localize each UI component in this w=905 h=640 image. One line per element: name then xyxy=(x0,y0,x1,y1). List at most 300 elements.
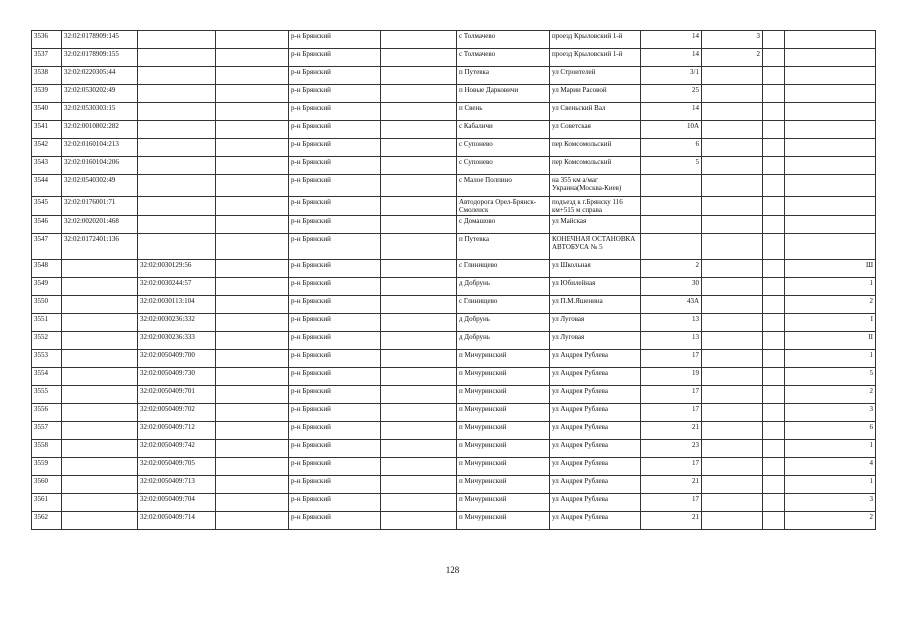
cell-settlement: д Добрунь xyxy=(457,278,550,296)
cell-apartment: 3 xyxy=(785,494,876,512)
cell-house-number: 30 xyxy=(641,278,702,296)
cell-street: проезд Крыловский 1-й xyxy=(550,31,641,49)
cell-settlement: с Толмачево xyxy=(457,49,550,67)
cell-house-number: 14 xyxy=(641,103,702,121)
cell-house-number: 6 xyxy=(641,139,702,157)
cell-cadastral-number-a xyxy=(62,476,138,494)
cell-district: р-н Брянский xyxy=(289,260,381,278)
cell-blank-column-3 xyxy=(763,476,785,494)
cell-cadastral-number-a xyxy=(62,350,138,368)
cell-district: р-н Брянский xyxy=(289,67,381,85)
cell-settlement: п Мичуринский xyxy=(457,404,550,422)
table-row xyxy=(32,175,876,197)
cell-settlement: п Мичуринский xyxy=(457,476,550,494)
cell-building-number xyxy=(702,103,763,121)
table-row xyxy=(32,121,876,139)
cell-blank-column-3 xyxy=(763,332,785,350)
cell-building-number xyxy=(702,216,763,234)
cell-blank-column xyxy=(216,332,289,350)
cell-row-number: 3546 xyxy=(32,216,62,234)
cell-blank-column-3 xyxy=(763,314,785,332)
cell-blank-column-2 xyxy=(381,458,457,476)
cell-district: р-н Брянский xyxy=(289,175,381,197)
cell-district: р-н Брянский xyxy=(289,386,381,404)
cell-apartment: 1 xyxy=(785,278,876,296)
cell-street: ул Луговая xyxy=(550,332,641,350)
cell-blank-column-2 xyxy=(381,404,457,422)
cell-apartment xyxy=(785,197,876,216)
cell-apartment: 3 xyxy=(785,404,876,422)
cell-street: КОНЕЧНАЯ ОСТАНОВКА АВТОБУСА № 5 xyxy=(550,234,641,260)
cell-apartment xyxy=(785,175,876,197)
table-row xyxy=(32,103,876,121)
cell-street: ул Андрея Рублева xyxy=(550,386,641,404)
cell-apartment: 2 xyxy=(785,296,876,314)
cell-apartment xyxy=(785,234,876,260)
cell-row-number: 3562 xyxy=(32,512,62,530)
cell-building-number xyxy=(702,121,763,139)
cell-row-number: 3558 xyxy=(32,440,62,458)
cell-apartment xyxy=(785,85,876,103)
cell-row-number: 3556 xyxy=(32,404,62,422)
cell-blank-column xyxy=(216,458,289,476)
table-row xyxy=(32,157,876,175)
cell-apartment: 6 xyxy=(785,422,876,440)
cell-cadastral-number-a: 32:02:0176001:71 xyxy=(62,197,138,216)
cell-blank-column-3 xyxy=(763,139,785,157)
cell-house-number: 21 xyxy=(641,476,702,494)
cell-cadastral-number-b: 32:02:0050409:700 xyxy=(138,350,216,368)
cell-blank-column xyxy=(216,314,289,332)
cell-row-number: 3548 xyxy=(32,260,62,278)
cell-cadastral-number-b: 32:02:0030244:57 xyxy=(138,278,216,296)
cell-blank-column-3 xyxy=(763,67,785,85)
cell-row-number: 3551 xyxy=(32,314,62,332)
cell-cadastral-number-b xyxy=(138,85,216,103)
cell-apartment: 1 xyxy=(785,440,876,458)
cell-district: р-н Брянский xyxy=(289,216,381,234)
cell-house-number xyxy=(641,175,702,197)
cell-blank-column-2 xyxy=(381,121,457,139)
cell-house-number: 3/1 xyxy=(641,67,702,85)
table-row xyxy=(32,234,876,260)
table-row xyxy=(32,314,876,332)
cell-building-number xyxy=(702,422,763,440)
cell-blank-column-2 xyxy=(381,234,457,260)
table-row xyxy=(32,197,876,216)
cell-cadastral-number-a xyxy=(62,422,138,440)
cell-cadastral-number-b: 32:02:0050409:712 xyxy=(138,422,216,440)
cell-house-number: 21 xyxy=(641,422,702,440)
cell-blank-column xyxy=(216,103,289,121)
cell-blank-column-3 xyxy=(763,278,785,296)
cell-district: р-н Брянский xyxy=(289,368,381,386)
cell-cadastral-number-a: 32:02:0178909:155 xyxy=(62,49,138,67)
cell-apartment xyxy=(785,67,876,85)
cell-cadastral-number-a: 32:02:0220305:44 xyxy=(62,67,138,85)
cell-building-number xyxy=(702,85,763,103)
cell-row-number: 3552 xyxy=(32,332,62,350)
cell-blank-column-2 xyxy=(381,386,457,404)
cell-house-number xyxy=(641,234,702,260)
cell-cadastral-number-a: 32:02:0172401:136 xyxy=(62,234,138,260)
cell-row-number: 3538 xyxy=(32,67,62,85)
table-row xyxy=(32,139,876,157)
cell-cadastral-number-b: 32:02:0030113:104 xyxy=(138,296,216,314)
cell-row-number: 3543 xyxy=(32,157,62,175)
cell-district: р-н Брянский xyxy=(289,234,381,260)
cell-settlement: п Путевка xyxy=(457,234,550,260)
cell-apartment: I xyxy=(785,314,876,332)
cell-cadastral-number-a xyxy=(62,368,138,386)
cell-building-number xyxy=(702,404,763,422)
cell-blank-column-2 xyxy=(381,260,457,278)
table-row xyxy=(32,512,876,530)
cell-blank-column-3 xyxy=(763,440,785,458)
cell-row-number: 3560 xyxy=(32,476,62,494)
cell-settlement: с Супонево xyxy=(457,139,550,157)
cell-cadastral-number-a xyxy=(62,386,138,404)
cell-blank-column xyxy=(216,386,289,404)
cell-district: р-н Брянский xyxy=(289,332,381,350)
cell-settlement: Автодорога Орел-Брянск-Смоленск xyxy=(457,197,550,216)
cell-blank-column-2 xyxy=(381,350,457,368)
cell-house-number: 14 xyxy=(641,31,702,49)
cell-blank-column-3 xyxy=(763,458,785,476)
table-row xyxy=(32,260,876,278)
cell-district: р-н Брянский xyxy=(289,458,381,476)
cell-blank-column-2 xyxy=(381,67,457,85)
cell-cadastral-number-b xyxy=(138,175,216,197)
cell-cadastral-number-a: 32:02:0160104:213 xyxy=(62,139,138,157)
cell-blank-column xyxy=(216,216,289,234)
cell-apartment: 1 xyxy=(785,350,876,368)
cell-settlement: п Мичуринский xyxy=(457,350,550,368)
cell-cadastral-number-a xyxy=(62,404,138,422)
cell-cadastral-number-a xyxy=(62,296,138,314)
cell-blank-column xyxy=(216,404,289,422)
registry-table xyxy=(31,30,876,530)
cell-settlement: п Мичуринский xyxy=(457,440,550,458)
cell-row-number: 3557 xyxy=(32,422,62,440)
cell-street: пер Комсомольский xyxy=(550,157,641,175)
cell-street: ул Советская xyxy=(550,121,641,139)
cell-row-number: 3544 xyxy=(32,175,62,197)
table-row xyxy=(32,278,876,296)
cell-district: р-н Брянский xyxy=(289,404,381,422)
table-row xyxy=(32,494,876,512)
cell-cadastral-number-b xyxy=(138,49,216,67)
cell-district: р-н Брянский xyxy=(289,85,381,103)
cell-settlement: п Мичуринский xyxy=(457,494,550,512)
cell-street: проезд Крыловский 1-й xyxy=(550,49,641,67)
cell-blank-column-2 xyxy=(381,139,457,157)
cell-house-number: 19 xyxy=(641,368,702,386)
cell-blank-column-2 xyxy=(381,296,457,314)
cell-district: р-н Брянский xyxy=(289,49,381,67)
cell-blank-column xyxy=(216,175,289,197)
cell-blank-column xyxy=(216,121,289,139)
cell-street: ул Андрея Рублева xyxy=(550,368,641,386)
cell-district: р-н Брянский xyxy=(289,422,381,440)
cell-district: р-н Брянский xyxy=(289,494,381,512)
cell-apartment xyxy=(785,216,876,234)
cell-street: ул Школьная xyxy=(550,260,641,278)
cell-settlement: п Мичуринский xyxy=(457,422,550,440)
cell-street: ул Андрея Рублева xyxy=(550,440,641,458)
cell-house-number xyxy=(641,197,702,216)
cell-blank-column-2 xyxy=(381,278,457,296)
cell-blank-column-2 xyxy=(381,332,457,350)
cell-settlement: п Новые Дарковичи xyxy=(457,85,550,103)
cell-cadastral-number-b: 32:02:0030236:333 xyxy=(138,332,216,350)
cell-blank-column-2 xyxy=(381,85,457,103)
cell-settlement: п Свень xyxy=(457,103,550,121)
cell-blank-column-3 xyxy=(763,121,785,139)
cell-blank-column xyxy=(216,476,289,494)
cell-house-number: 21 xyxy=(641,512,702,530)
cell-building-number: 2 xyxy=(702,49,763,67)
cell-building-number xyxy=(702,494,763,512)
cell-building-number xyxy=(702,368,763,386)
cell-settlement: д Добрунь xyxy=(457,314,550,332)
cell-apartment xyxy=(785,121,876,139)
cell-building-number xyxy=(702,67,763,85)
cell-row-number: 3545 xyxy=(32,197,62,216)
cell-blank-column-2 xyxy=(381,103,457,121)
cell-blank-column-2 xyxy=(381,175,457,197)
cell-settlement: с Глинищево xyxy=(457,296,550,314)
cell-cadastral-number-a xyxy=(62,332,138,350)
cell-street: ул Майская xyxy=(550,216,641,234)
cell-street: ул Андрея Рублева xyxy=(550,404,641,422)
cell-building-number xyxy=(702,476,763,494)
cell-blank-column-2 xyxy=(381,197,457,216)
cell-blank-column xyxy=(216,85,289,103)
cell-apartment: 4 xyxy=(785,458,876,476)
cell-district: р-н Брянский xyxy=(289,476,381,494)
table-row xyxy=(32,404,876,422)
cell-blank-column-2 xyxy=(381,422,457,440)
cell-blank-column-3 xyxy=(763,157,785,175)
cell-blank-column-3 xyxy=(763,386,785,404)
cell-district: р-н Брянский xyxy=(289,512,381,530)
cell-street: ул Андрея Рублева xyxy=(550,494,641,512)
cell-blank-column xyxy=(216,139,289,157)
cell-blank-column-3 xyxy=(763,494,785,512)
cell-blank-column xyxy=(216,296,289,314)
cell-cadastral-number-b: 32:02:0030129:56 xyxy=(138,260,216,278)
table-row xyxy=(32,368,876,386)
cell-cadastral-number-b: 32:02:0050409:704 xyxy=(138,494,216,512)
cell-street: ул Строителей xyxy=(550,67,641,85)
cell-district: р-н Брянский xyxy=(289,139,381,157)
cell-street: ул Андрея Рублева xyxy=(550,458,641,476)
table-row xyxy=(32,296,876,314)
cell-district: р-н Брянский xyxy=(289,440,381,458)
cell-district: р-н Брянский xyxy=(289,278,381,296)
cell-cadastral-number-a xyxy=(62,512,138,530)
cell-building-number xyxy=(702,332,763,350)
cell-apartment: 5 xyxy=(785,368,876,386)
cell-street: ул Андрея Рублева xyxy=(550,422,641,440)
cell-cadastral-number-b: 32:02:0050409:713 xyxy=(138,476,216,494)
cell-street: ул Марии Расовой xyxy=(550,85,641,103)
cell-apartment xyxy=(785,49,876,67)
cell-building-number xyxy=(702,260,763,278)
cell-cadastral-number-a: 32:02:0160104:206 xyxy=(62,157,138,175)
cell-blank-column-3 xyxy=(763,404,785,422)
cell-settlement: с Домашово xyxy=(457,216,550,234)
cell-settlement: с Кабаличи xyxy=(457,121,550,139)
cell-blank-column-3 xyxy=(763,197,785,216)
cell-cadastral-number-a: 32:02:0530303:15 xyxy=(62,103,138,121)
cell-house-number: 2 xyxy=(641,260,702,278)
cell-cadastral-number-a xyxy=(62,494,138,512)
cell-cadastral-number-a xyxy=(62,278,138,296)
table-row xyxy=(32,422,876,440)
cell-cadastral-number-a: 32:02:0530202:49 xyxy=(62,85,138,103)
cell-street: ул Андрея Рублева xyxy=(550,350,641,368)
cell-blank-column xyxy=(216,368,289,386)
cell-row-number: 3536 xyxy=(32,31,62,49)
cell-blank-column xyxy=(216,494,289,512)
cell-cadastral-number-b xyxy=(138,121,216,139)
cell-house-number: 13 xyxy=(641,314,702,332)
cell-cadastral-number-b: 32:02:0050409:742 xyxy=(138,440,216,458)
cell-blank-column-2 xyxy=(381,314,457,332)
cell-blank-column xyxy=(216,67,289,85)
cell-blank-column-2 xyxy=(381,494,457,512)
table-row xyxy=(32,49,876,67)
cell-house-number: 14 xyxy=(641,49,702,67)
cell-building-number xyxy=(702,440,763,458)
table-row xyxy=(32,85,876,103)
cell-row-number: 3554 xyxy=(32,368,62,386)
cell-building-number xyxy=(702,278,763,296)
cell-cadastral-number-a: 32:02:0540302:49 xyxy=(62,175,138,197)
cell-row-number: 3539 xyxy=(32,85,62,103)
cell-blank-column xyxy=(216,31,289,49)
cell-blank-column-2 xyxy=(381,476,457,494)
cell-cadastral-number-b xyxy=(138,31,216,49)
cell-apartment: 2 xyxy=(785,512,876,530)
cell-blank-column xyxy=(216,157,289,175)
cell-blank-column-3 xyxy=(763,296,785,314)
cell-cadastral-number-b xyxy=(138,216,216,234)
cell-street: ул Свеньский Вал xyxy=(550,103,641,121)
cell-cadastral-number-a xyxy=(62,314,138,332)
cell-row-number: 3555 xyxy=(32,386,62,404)
table-row xyxy=(32,216,876,234)
cell-building-number xyxy=(702,314,763,332)
cell-street: на 355 км а/маг Украина(Москва-Киев) xyxy=(550,175,641,197)
cell-cadastral-number-b: 32:02:0030236:332 xyxy=(138,314,216,332)
cell-blank-column xyxy=(216,197,289,216)
cell-row-number: 3559 xyxy=(32,458,62,476)
cell-row-number: 3541 xyxy=(32,121,62,139)
cell-blank-column xyxy=(216,422,289,440)
cell-settlement: с Малое Полпино xyxy=(457,175,550,197)
cell-house-number: 25 xyxy=(641,85,702,103)
registry-table-body xyxy=(32,31,876,530)
cell-apartment xyxy=(785,139,876,157)
cell-cadastral-number-b xyxy=(138,197,216,216)
cell-apartment: II xyxy=(785,332,876,350)
cell-settlement: п Мичуринский xyxy=(457,458,550,476)
cell-row-number: 3561 xyxy=(32,494,62,512)
cell-house-number: 5 xyxy=(641,157,702,175)
table-row xyxy=(32,386,876,404)
cell-blank-column-2 xyxy=(381,512,457,530)
cell-street: пер Комсомольский xyxy=(550,139,641,157)
cell-blank-column-2 xyxy=(381,368,457,386)
cell-street: ул Андрея Рублева xyxy=(550,512,641,530)
cell-blank-column xyxy=(216,278,289,296)
cell-settlement: с Толмачево xyxy=(457,31,550,49)
cell-blank-column-3 xyxy=(763,175,785,197)
cell-apartment xyxy=(785,103,876,121)
cell-district: р-н Брянский xyxy=(289,103,381,121)
cell-row-number: 3549 xyxy=(32,278,62,296)
cell-house-number: 17 xyxy=(641,386,702,404)
cell-blank-column-2 xyxy=(381,216,457,234)
cell-building-number xyxy=(702,197,763,216)
cell-district: р-н Брянский xyxy=(289,296,381,314)
cell-district: р-н Брянский xyxy=(289,350,381,368)
cell-settlement: с Глинищево xyxy=(457,260,550,278)
cell-building-number xyxy=(702,175,763,197)
cell-blank-column-3 xyxy=(763,85,785,103)
cell-building-number: 3 xyxy=(702,31,763,49)
cell-blank-column-2 xyxy=(381,157,457,175)
cell-settlement: п Мичуринский xyxy=(457,368,550,386)
cell-blank-column-3 xyxy=(763,216,785,234)
cell-blank-column xyxy=(216,512,289,530)
cell-district: р-н Брянский xyxy=(289,197,381,216)
table-row xyxy=(32,31,876,49)
cell-blank-column-2 xyxy=(381,49,457,67)
cell-building-number xyxy=(702,234,763,260)
cell-cadastral-number-b xyxy=(138,103,216,121)
cell-row-number: 3550 xyxy=(32,296,62,314)
cell-cadastral-number-b: 32:02:0050409:702 xyxy=(138,404,216,422)
cell-apartment xyxy=(785,157,876,175)
cell-cadastral-number-b xyxy=(138,157,216,175)
cell-building-number xyxy=(702,139,763,157)
cell-blank-column xyxy=(216,350,289,368)
cell-cadastral-number-a: 32:02:0178909:145 xyxy=(62,31,138,49)
cell-district: р-н Брянский xyxy=(289,314,381,332)
cell-house-number: 10А xyxy=(641,121,702,139)
cell-street: ул Луговая xyxy=(550,314,641,332)
cell-district: р-н Брянский xyxy=(289,121,381,139)
cell-blank-column-3 xyxy=(763,103,785,121)
cell-blank-column-3 xyxy=(763,234,785,260)
table-row xyxy=(32,67,876,85)
cell-row-number: 3540 xyxy=(32,103,62,121)
cell-house-number: 17 xyxy=(641,458,702,476)
cell-building-number xyxy=(702,512,763,530)
cell-blank-column-2 xyxy=(381,440,457,458)
table-row xyxy=(32,440,876,458)
table-row xyxy=(32,350,876,368)
cell-settlement: д Добрунь xyxy=(457,332,550,350)
cell-house-number: 13 xyxy=(641,332,702,350)
cell-house-number: 43А xyxy=(641,296,702,314)
cell-street: ул Андрея Рублева xyxy=(550,476,641,494)
cell-apartment: 2 xyxy=(785,386,876,404)
